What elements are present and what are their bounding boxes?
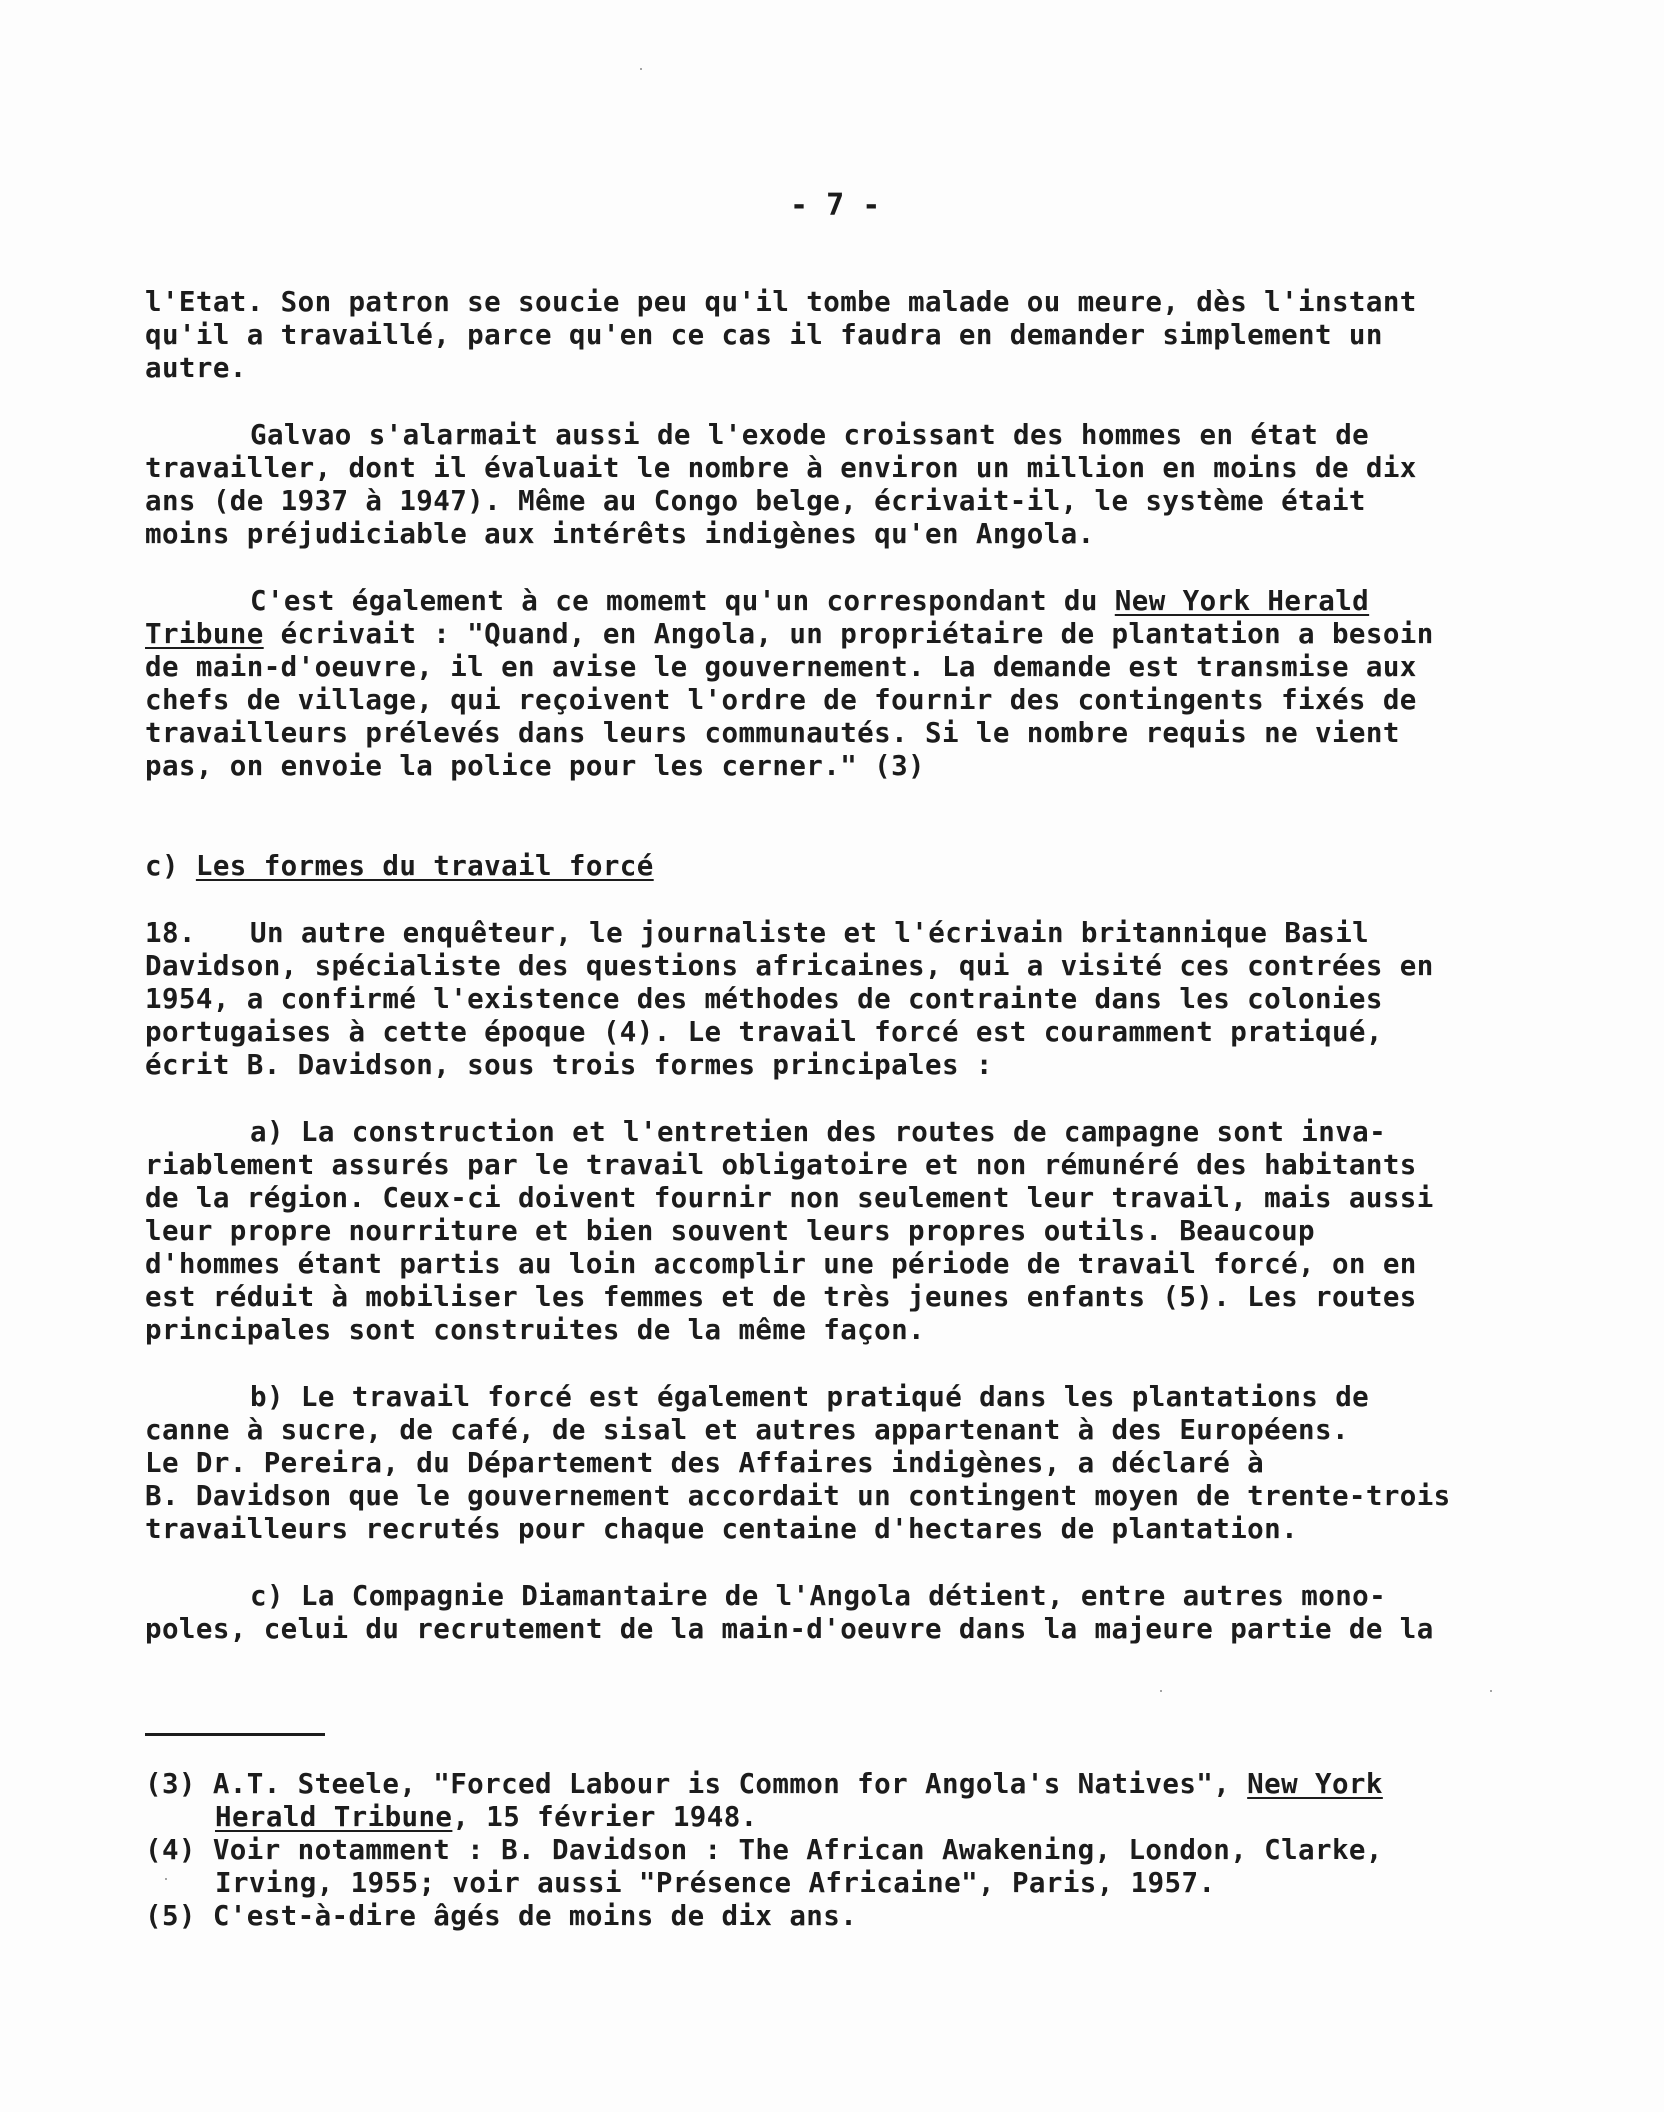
item-a-line-6: est réduit à mobiliser les femmes et de très jeunes enfants (5). Les routes [145,1281,1417,1313]
item-b-line-2: canne à sucre, de café, de sisal et autres appartenant à des Européens. [145,1414,1349,1446]
paragraph-18-line-1: Un autre enquêteur, le journaliste et l'écrivain britannique Basil [250,917,1370,949]
paragraph-18-line-5: écrit B. Davidson, sous trois formes principales : [145,1049,993,1081]
footnote-3-newspaper-cont: Herald Tribune [215,1801,453,1833]
paragraph-2-line-3: ans (de 1937 à 1947). Même au Congo belge, écrivait-il, le système était [145,485,1366,517]
item-a-line-3: de la région. Ceux-ci doivent fournir non seulement leur travail, mais aussi [145,1182,1434,1214]
paragraph-18-line-3: 1954, a confirmé l'existence des méthodes de contrainte dans les colonies [145,983,1383,1015]
paragraph-3-line-2-text: écrivait : "Quand, en Angola, un propriétaire de plantation a besoin [263,618,1434,650]
paragraph-18-number: 18. [145,917,196,949]
paragraph-18-line-2: Davidson, spécialiste des questions africaines, qui a visité ces contrées en [145,950,1434,982]
scan-speck [165,1878,167,1880]
page-number: - 7 - [790,188,881,223]
footnote-4-line-1: (4) Voir notamment : B. Davidson : The African Awakening, London, Clarke, [145,1834,1383,1866]
paragraph-3-line-1 [250,585,1369,618]
paragraph-1-line-2: qu'il a travaillé, parce qu'en ce cas il faudra en demander simplement un [145,319,1383,351]
paragraph-18-line-4: portugaises à cette époque (4). Le travail forcé est couramment pratiqué, [145,1016,1383,1048]
section-heading-title: Les formes du travail forcé [195,850,654,882]
paragraph-3-line-1-text: C'est également à ce momemt qu'un correspondant du [250,585,1115,617]
paragraph-1-line-3: autre. [145,352,247,384]
item-b-line-5: travailleurs recrutés pour chaque centaine d'hectares de plantation. [145,1513,1299,1545]
scan-speck [1490,1690,1492,1692]
footnote-3-date: , 15 février 1948. [452,1801,758,1833]
item-b-line-3: Le Dr. Pereira, du Département des Affaires indigènes, a déclaré à [145,1447,1265,1479]
footnote-3-text: (3) A.T. Steele, "Forced Labour is Common for Angola's Natives", [145,1768,1248,1800]
footnote-4-line-2: Irving, 1955; voir aussi "Présence Africaine", Paris, 1957. [215,1867,1216,1899]
newspaper-title: New York Herald [1114,585,1370,617]
footnote-3-newspaper: New York [1247,1768,1383,1800]
newspaper-title-cont: Tribune [145,618,264,650]
item-a-line-4: leur propre nourriture et bien souvent leurs propres outils. Beaucoup [145,1215,1315,1247]
item-c-line-1: c) La Compagnie Diamantaire de l'Angola détient, entre autres mono- [250,1580,1387,1612]
item-a-line-1: a) La construction et l'entretien des routes de campagne sont inva- [250,1116,1387,1148]
item-b-line-4: B. Davidson que le gouvernement accordait un contingent moyen de trente-trois [145,1480,1451,1512]
footnote-3-line-2 [215,1801,758,1834]
scan-speck [1160,1690,1162,1692]
scan-speck [640,68,642,70]
paragraph-3-line-2 [145,618,1434,651]
item-a-line-5: d'hommes étant partis au loin accomplir une période de travail forcé, on en [145,1248,1417,1280]
footnote-divider [145,1733,325,1736]
paragraph-2-line-4: moins préjudiciable aux intérêts indigènes qu'en Angola. [145,518,1095,550]
section-heading [145,850,654,883]
item-b-line-1: b) Le travail forcé est également pratiqué dans les plantations de [250,1381,1370,1413]
section-heading-prefix: c) [145,850,196,882]
paragraph-2-line-2: travailler, dont il évaluait le nombre à environ un million en moins de dix [145,452,1417,484]
item-a-line-7: principales sont construites de la même façon. [145,1314,925,1346]
footnote-3-line-1 [145,1768,1383,1801]
paragraph-3-line-3: de main-d'oeuvre, il en avise le gouvernement. La demande est transmise aux [145,651,1417,683]
item-a-line-2: riablement assurés par le travail obligatoire et non rémunéré des habitants [145,1149,1417,1181]
paragraph-2-line-1: Galvao s'alarmait aussi de l'exode croissant des hommes en état de [250,419,1370,451]
item-c-line-2: poles, celui du recrutement de la main-d'oeuvre dans la majeure partie de la [145,1613,1434,1645]
paragraph-1-line-1: l'Etat. Son patron se soucie peu qu'il tombe malade ou meure, dès l'instant [145,286,1417,318]
paragraph-3-line-4: chefs de village, qui reçoivent l'ordre de fournir des contingents fixés de [145,684,1417,716]
paragraph-3-line-6: pas, on envoie la police pour les cerner." (3) [145,750,925,782]
footnote-5-line-1: (5) C'est-à-dire âgés de moins de dix ans. [145,1900,858,1932]
paragraph-3-line-5: travailleurs prélevés dans leurs communautés. Si le nombre requis ne vient [145,717,1400,749]
